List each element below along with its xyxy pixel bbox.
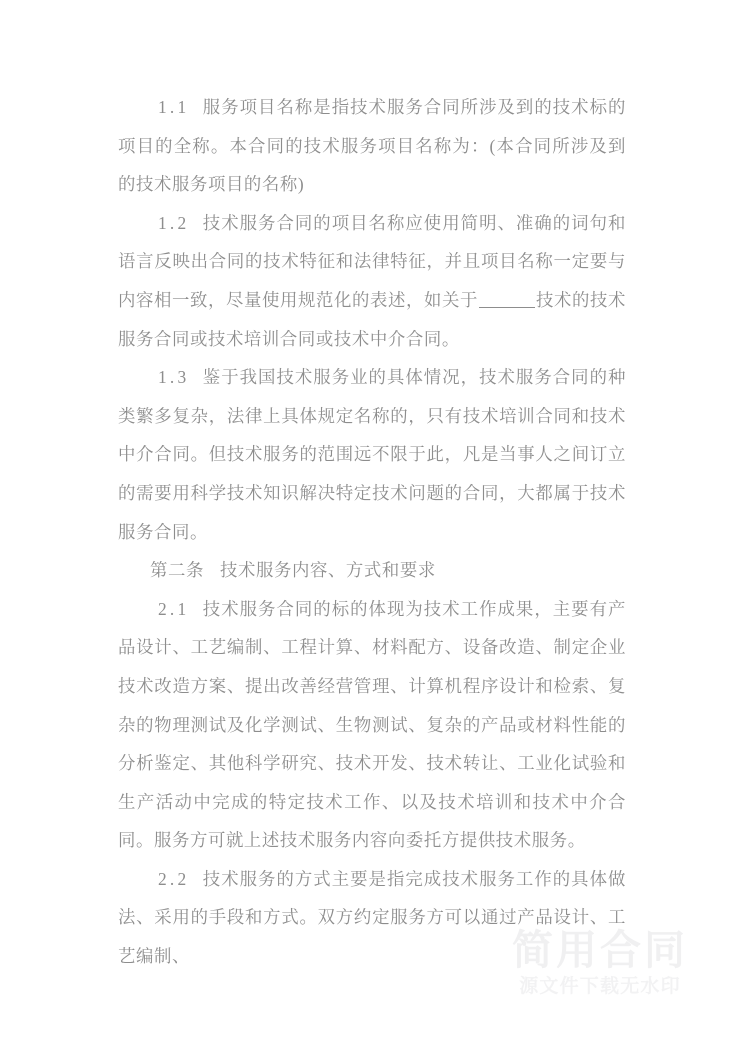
paragraph-number-2-1: 2.1 — [158, 598, 190, 619]
watermark-brand-text: 简用合同 — [512, 927, 688, 973]
article-heading-2 — [118, 551, 626, 590]
paragraph-number-1-2: 1.2 — [158, 212, 190, 233]
paragraph-text-1-3: 鉴于我国技术服务业的具体情况，技术服务合同的种类繁多复杂，法律上具体规定名称的，只有技术培训合同和技术中介合同。但技术服务的范围远不限于此，凡是当事人之间订立的需要用科学技术知识解决特定技术问题的合同，大都属于技术服务合同。 — [118, 367, 626, 542]
paragraph-2-2 — [118, 860, 626, 976]
paragraph-text-1-2-before-blank: 技术服务合同的项目名称应使用简明、准确的词句和语言反映出合同的技术特征和法律特征，并且项目名称一定要与内容相一致，尽量使用规范化的表述，如关于 — [118, 212, 626, 310]
document-body — [118, 88, 626, 976]
article-number-2: 第二条 — [150, 560, 204, 581]
article-title-2: 技术服务内容、方式和要求 — [219, 560, 436, 581]
paragraph-text-1-1: 服务项目名称是指技术服务合同所涉及到的技术标的项目的全称。本合同的技术服务项目名称为：(本合同所涉及到的技术服务项目的名称) — [118, 97, 626, 195]
paragraph-1-3 — [118, 358, 626, 551]
paragraph-number-1-1: 1.1 — [158, 97, 190, 117]
paragraph-text-1-2-after-blank: 技术的技术服务合同或技术培训合同或技术中介合同。 — [118, 289, 626, 349]
paragraph-1-2 — [118, 204, 626, 358]
paragraph-1-1 — [118, 88, 626, 204]
paragraph-number-2-2: 2.2 — [158, 868, 190, 889]
paragraph-text-2-1: 技术服务合同的标的体现为技术工作成果，主要有产品设计、工艺编制、工程计算、材料配方、设备改造、制定企业技术改造方案、提出改善经营管理、计算机程序设计和检索、复杂的物理测试及化学测试、生物测试、复杂的产品或材料性能的分析鉴定、其他科学研究、技术开发、技术转让、工业化试验和生产活动中完成的特定技术工作、以及技术培训和技术中介合同。服务方可就上述技术服务内容向委托方提供技术服务。 — [118, 598, 626, 851]
paragraph-text-2-2: 技术服务的方式主要是指完成技术服务工作的具体做法、采用的手段和方式。双方约定服务方可以通过产品设计、工艺编制、 — [118, 868, 626, 967]
watermark-subtitle-text: 源文件下载无水印 — [519, 976, 681, 997]
paragraph-2-1 — [118, 590, 626, 860]
fill-in-blank-field[interactable] — [479, 307, 535, 308]
paragraph-number-1-3: 1.3 — [158, 367, 190, 388]
